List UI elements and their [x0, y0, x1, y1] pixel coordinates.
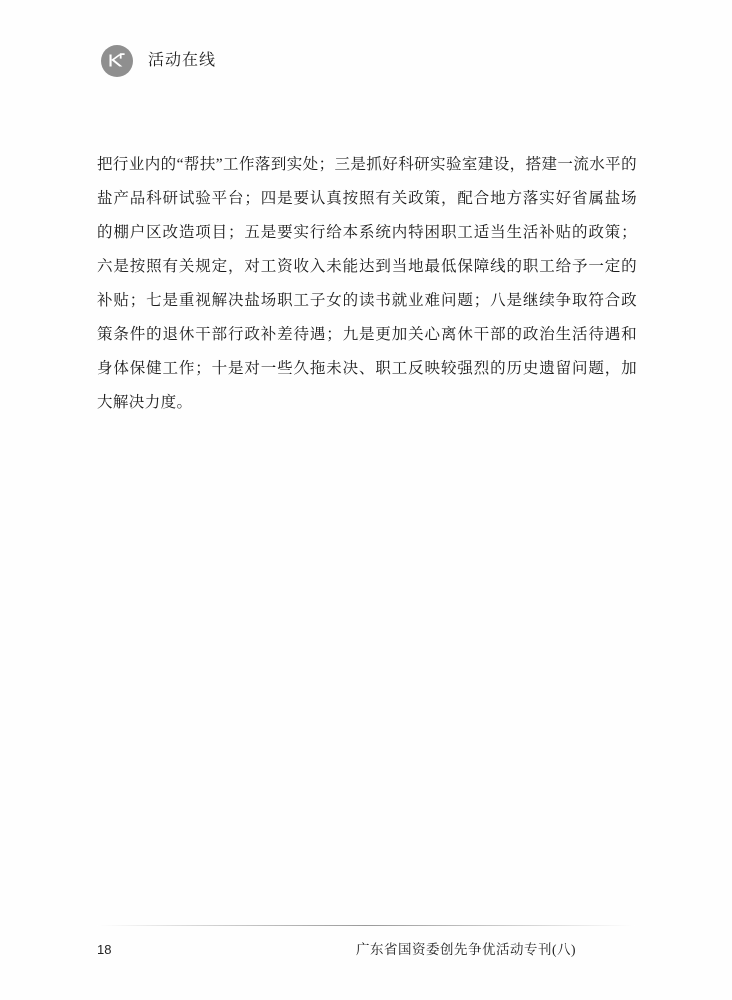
page-number: 18 [97, 942, 112, 957]
body-paragraph: 把行业内的“帮扶”工作落到实处；三是抓好科研实验室建设，搭建一流水平的盐产品科研试验平台；四是要认真按照有关政策，配合地方落实好省属盐场的棚户区改造项目；五是要实行给本系统内特困职工适当生活补贴的政策；六是按照有关规定，对工资收入未能达到当地最低保障线的职工给予一定的补贴；七是重视解决盐场职工子女的读书就业难问题；八是继续争取符合政策条件的退休干部行政补差待遇；九是更加关心离休干部的政治生活待遇和身体保健工作；十是对一些久拖未决、职工反映较强烈的历史遗留问题，加大解决力度。 [97, 156, 637, 411]
footer-divider [97, 925, 635, 926]
document-body [97, 148, 637, 420]
party-emblem-icon [100, 44, 134, 78]
publication-title: 广东省国资委创先争优活动专刊(八) [356, 942, 576, 957]
header-title: 活动在线 [148, 52, 217, 69]
page-footer [97, 938, 635, 958]
page-header [100, 44, 216, 78]
